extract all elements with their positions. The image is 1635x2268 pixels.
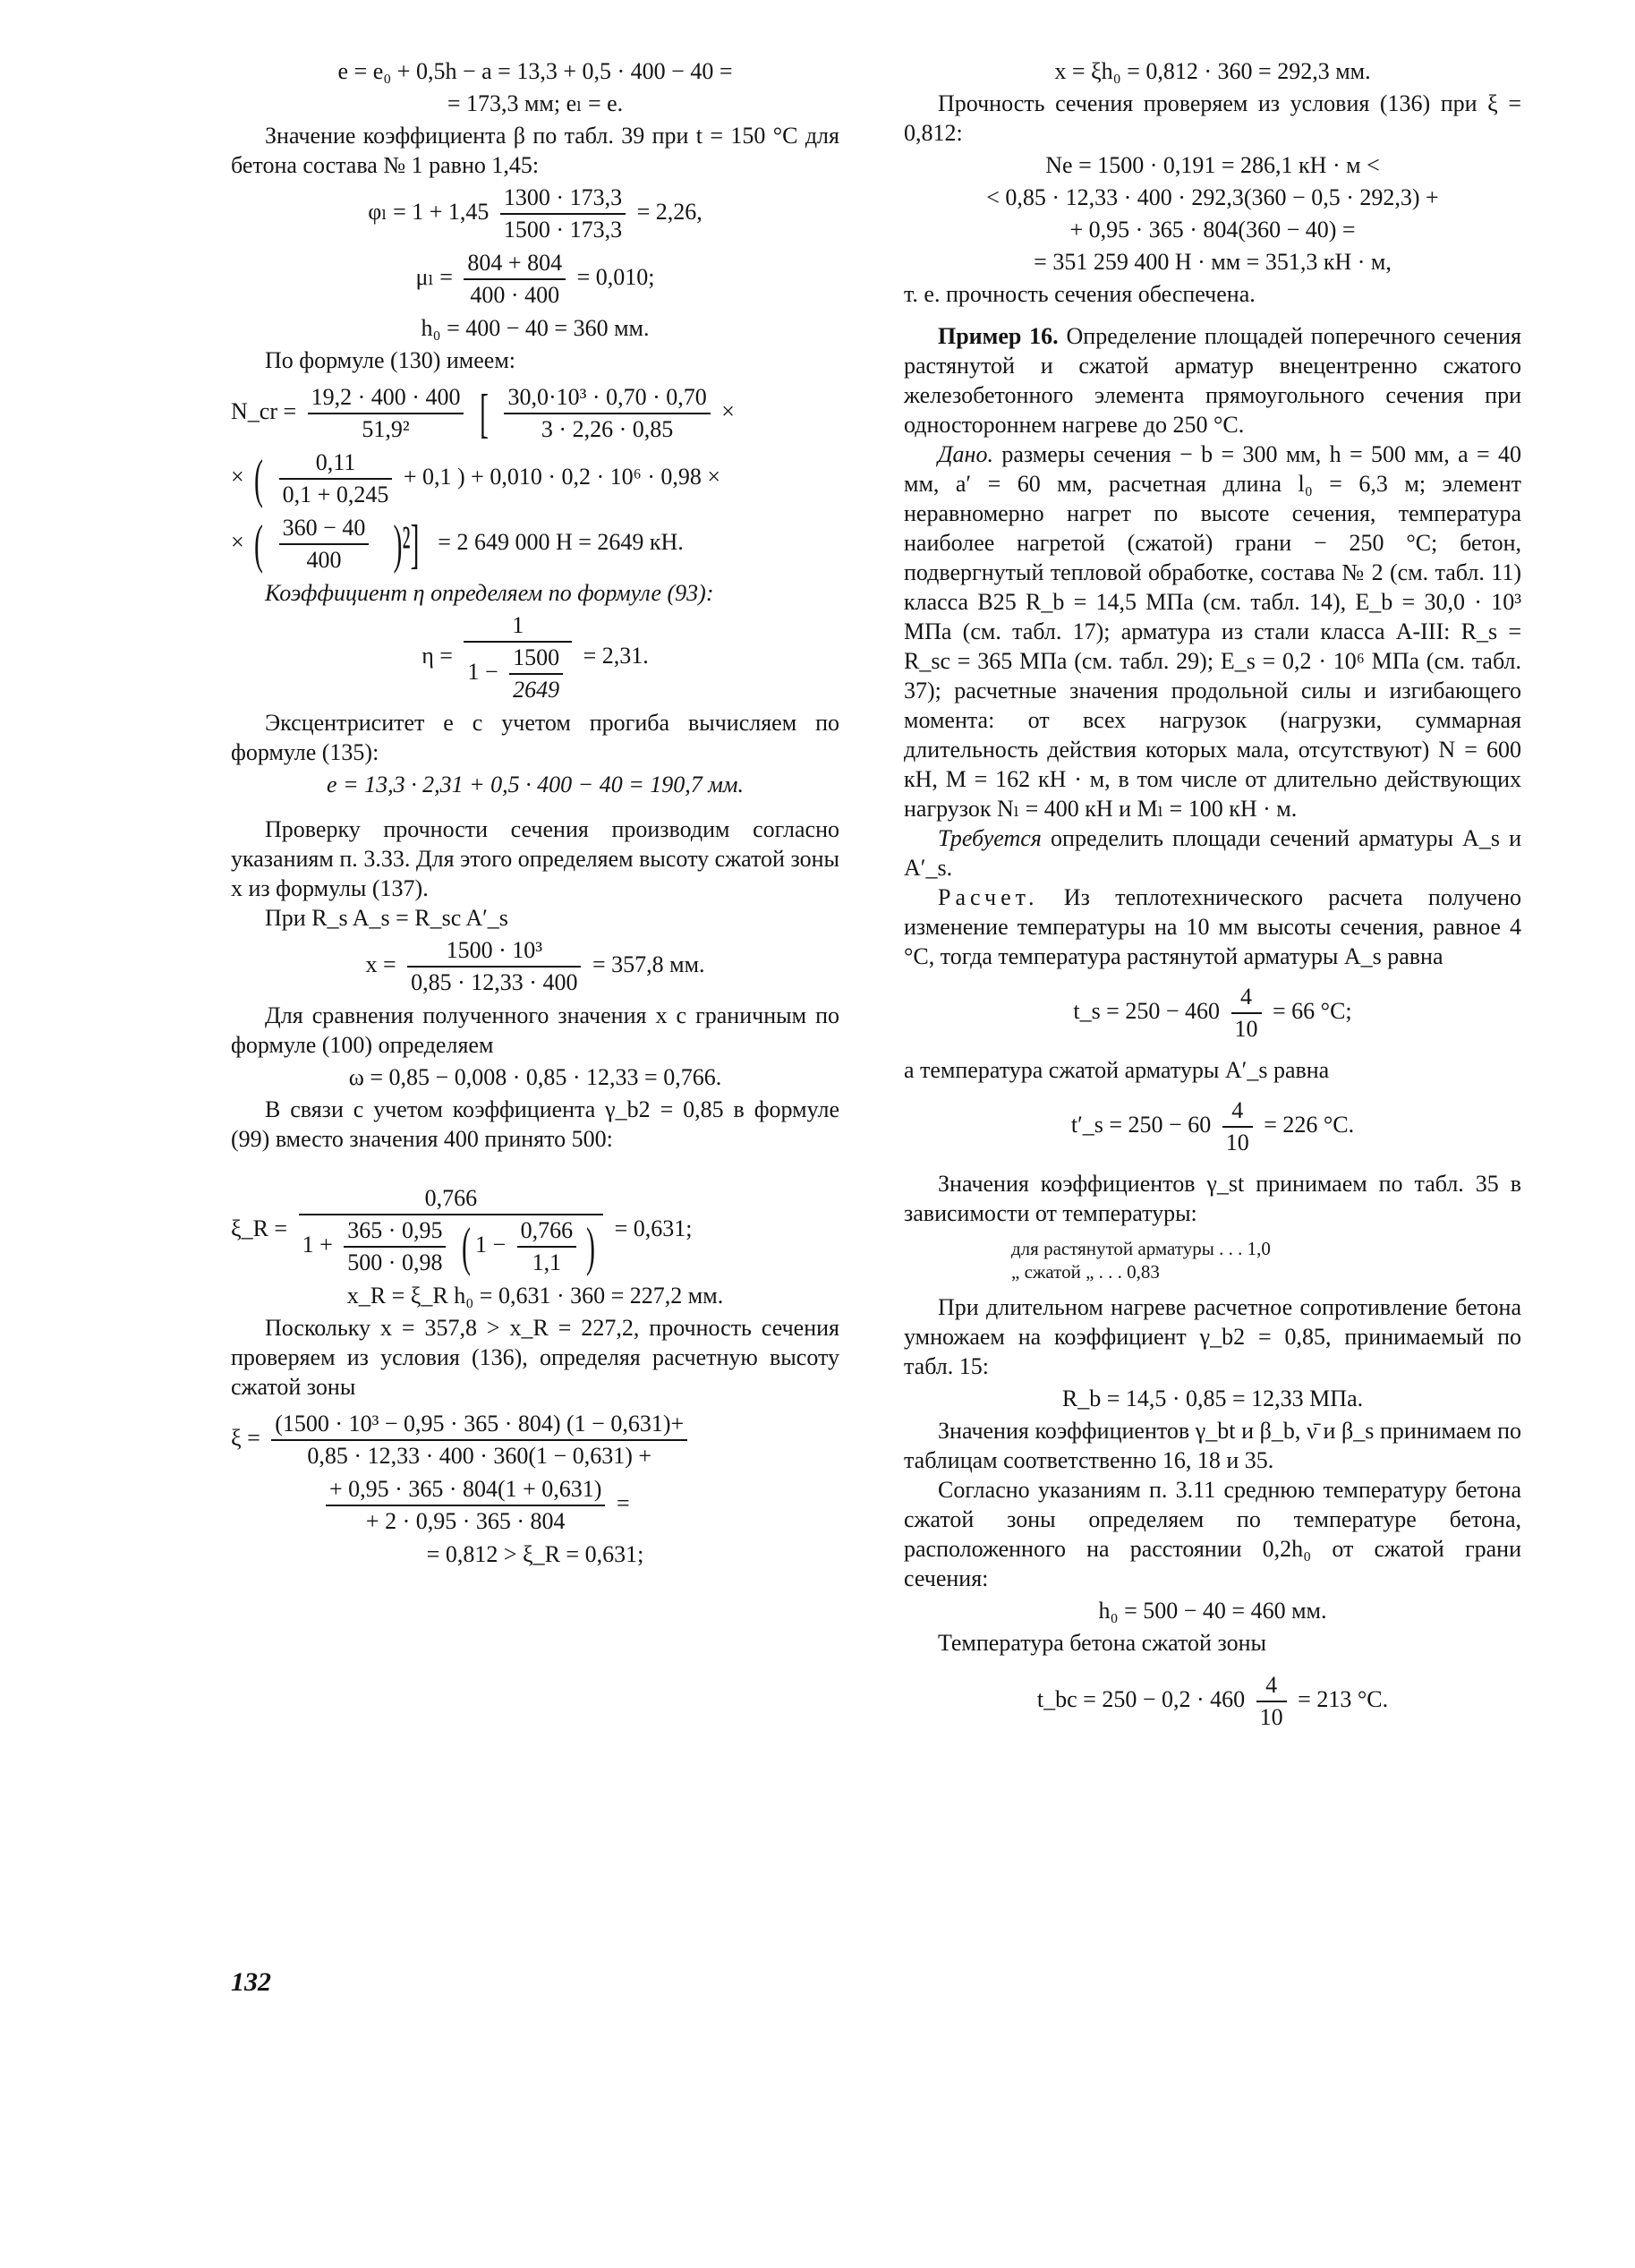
equation-h0-right: h₀ = 500 − 40 = 460 мм. <box>1098 1598 1327 1624</box>
xi-fraction <box>271 1409 687 1471</box>
paragraph-check: Проверку прочности сечения производим согласно указаниям п. 3.33. Для этого определяем высоту сжатой зоны x из формулы (137). <box>231 816 839 901</box>
paragraph-strength: Прочность сечения проверяем из условия (136) при ξ = 0,812: <box>904 90 1521 146</box>
ncr-f2-denominator: 3 · 2,26 · 0,85 <box>541 416 674 442</box>
mu-result: = 0,010; <box>576 263 655 290</box>
equation-xiR <box>231 1183 839 1278</box>
equation-ne-1: Ne = 1500 · 0,191 = 286,1 кН · м < <box>1045 152 1380 178</box>
xi-denominator-2: + 2 · 0,95 · 365 · 804 <box>365 1508 566 1534</box>
phi-fraction <box>500 183 626 245</box>
equation-e-line2: = 173,3 мм; eₗ = e. <box>447 90 624 116</box>
paragraph-formula-130: По формуле (130) имеем: <box>265 347 515 373</box>
example-16 <box>904 321 1521 439</box>
equation-h0: h₀ = 400 − 40 = 360 мм. <box>421 315 650 341</box>
x-numerator: 1500 · 10³ <box>407 935 581 968</box>
x-fraction <box>407 935 581 998</box>
x-lhs: x = <box>365 951 396 977</box>
paragraph-calculation <box>904 882 1521 971</box>
xiR-result: = 0,631; <box>614 1215 693 1241</box>
equation-rb: R_b = 14,5 · 0,85 = 12,33 МПа. <box>1061 1386 1364 1411</box>
paragraph-long-heating: При длительном нагреве расчетное сопротивление бетона умножаем на коэффициент γ_b2 = 0,85, принимаемый по табл. 15: <box>904 1294 1521 1379</box>
ncr-f4-numerator: 360 − 40 <box>279 513 370 545</box>
ncr-lhs: N_cr = <box>231 397 297 424</box>
calculation-label: Расчет. <box>938 884 1039 910</box>
x-result: = 357,8 мм. <box>592 951 705 977</box>
equation-ne-3: + 0,95 · 365 · 804(360 − 40) = <box>1069 217 1356 243</box>
tbc-lhs: t_bc = 250 − 0,2 · 460 <box>1036 1685 1246 1712</box>
equation-xi-line2 <box>231 1474 839 1537</box>
equation-ts <box>904 982 1521 1044</box>
equation-tbc <box>904 1670 1521 1733</box>
ncr-fraction-2 <box>504 382 710 445</box>
tbc-fraction: $\frac{4}{10}$ <box>1256 1670 1287 1733</box>
ncr-f3-numerator: 0,11 <box>279 448 393 480</box>
xiR-lhs: ξ_R = <box>231 1215 288 1241</box>
xi-numerator-1: (1500 · 10³ − 0,95 · 365 · 804) (1 − 0,631)+ <box>271 1409 687 1441</box>
paragraph-given <box>904 439 1521 823</box>
gamma-st-table <box>904 1237 1521 1283</box>
calculation-text: Из теплотехнического расчета получено изменение температуры на 10 мм высоты сечения, равное 4 °С, тогда температура растянутой арматуры A_s равна <box>904 884 1521 969</box>
xi-fraction-2 <box>326 1474 605 1537</box>
equation-ne-4: = 351 259 400 Н · мм = 351,3 кН · м, <box>1034 249 1392 275</box>
paragraph-gamma-st: Значения коэффициентов γ_st принимаем по табл. 35 в зависимости от температуры: <box>904 1171 1521 1226</box>
phi-result: = 2,26, <box>636 198 703 225</box>
xiR-denominator: 1 + $\frac{365 \cdot 0,95}{500 \cdot 0,98}$ ( 1 − $\frac{0,766}{1,1}$ ) <box>302 1217 596 1276</box>
ts-fraction: $\frac{4}{10}$ <box>1231 982 1262 1044</box>
equation-eta <box>231 610 839 705</box>
xiR-inner-fraction-2: $\frac{0,766}{1,1}$ <box>517 1215 577 1278</box>
paragraph-compare: Для сравнения полученного значения x с граничным по формуле (100) определяем <box>231 1002 839 1058</box>
ncr-result: = 2 649 000 Н = 2649 кН. <box>438 528 684 555</box>
ncr-fraction-3 <box>279 448 393 510</box>
equation-x-xi: x = ξh₀ = 0,812 · 360 = 292,3 мм. <box>1054 58 1371 84</box>
equation-omega: ω = 0,85 − 0,008 · 0,85 · 12,33 = 0,766. <box>348 1064 722 1090</box>
eta-inner-fraction: $\frac{1500}{2649}$ <box>509 643 563 705</box>
eta-fraction <box>464 610 572 705</box>
table-row: для растянутой арматуры . . . 1,0 <box>1011 1238 1271 1259</box>
phi-numerator: 1300 · 173,3 <box>500 183 626 215</box>
phi-denominator: 1500 · 173,3 <box>503 217 623 243</box>
example-16-text: Определение площадей поперечного сечения растянутой и сжатой арматур внецентренно сжатого железобетонного элемента прямоугольного сечения при одностороннем нагреве до 250 °С. <box>904 323 1522 438</box>
equation-mu <box>231 248 839 311</box>
equation-ne-2: < 0,85 · 12,33 · 400 · 292,3(360 − 0,5 · 292,3) + <box>986 184 1439 210</box>
ncr-middle: + 0,1 ) + 0,010 · 0,2 · 10⁶ · 0,98 × <box>403 463 721 490</box>
paragraph-when: При R_s A_s = R_sc A′_s <box>265 905 508 931</box>
equation-phi <box>231 183 839 245</box>
mu-denominator: 400 · 400 <box>470 282 560 308</box>
ncr-f1-denominator: 51,9² <box>362 416 410 442</box>
equation-ncr-line2: × ( $\frac{0,11}{0,1 + 0,245}$ + 0,1 ) + 0,010 · 0,2 · 10⁶ · 0,98 × <box>231 448 839 510</box>
xiR-numerator: 0,766 <box>299 1183 603 1215</box>
required-text: определить площади сечений арматуры A_s и A′_s. <box>904 825 1521 881</box>
equation-e-line1: e = e₀ + 0,5h − a = 13,3 + 0,5 · 400 − 40 = <box>337 58 733 84</box>
ts-lhs: t_s = 250 − 460 <box>1073 997 1221 1024</box>
left-column <box>231 54 839 1572</box>
paragraph-compressed-temp: а температура сжатой арматуры A′_s равна <box>904 1057 1330 1083</box>
equation-ncr-line1: N_cr = $\frac{19,2 \cdot 400 \cdot 400}{\text{51,9²}}$ [ $\frac{\text{30,0·10³ · 0,70 · 0,70}}{3 \cdot 2,26 \cdot 0,85}$ × <box>231 382 839 445</box>
ts-prime-result: = 226 °С. <box>1264 1111 1355 1138</box>
ts-prime-lhs: t′_s = 250 − 60 <box>1070 1111 1212 1138</box>
ncr-f2-numerator: 30,0·10³ · 0,70 · 0,70 <box>504 382 710 414</box>
xi-denominator-1: 0,85 · 12,33 · 400 · 360(1 − 0,631) + <box>307 1443 652 1469</box>
phi-lhs: φₗ = 1 + 1,45 <box>368 198 490 225</box>
xi-numerator-2: + 0,95 · 365 · 804(1 + 0,631) <box>326 1474 605 1506</box>
x-denominator: 0,85 · 12,33 · 400 <box>411 969 578 995</box>
ts-result: = 66 °С; <box>1273 997 1352 1024</box>
eta-lhs: η = <box>422 642 453 669</box>
paragraph-gamma: В связи с учетом коэффициента γ_b2 = 0,85 в формуле (99) вместо значения 400 принято 500: <box>231 1096 839 1152</box>
right-column <box>904 54 1521 1735</box>
paragraph-required <box>904 823 1521 882</box>
required-label: Требуется <box>938 825 1042 851</box>
equation-ncr-line3: × ( $\frac{360 - 40}{400}$ )²] = 2 649 000 Н = 2649 кН. <box>231 513 839 576</box>
ncr-fraction-4 <box>279 513 370 576</box>
paragraph-beta: Значение коэффициента β по табл. 39 при t = 150 °С для бетона состава № 1 равно 1,45: <box>231 123 839 178</box>
paragraph-coefficients: Значения коэффициентов γ_bt и β_b, ν̄ и β_s принимаем по таблицам соответственно 16, 18 и 35. <box>904 1418 1521 1473</box>
paragraph-tbc: Температура бетона сжатой зоны <box>938 1630 1266 1656</box>
equation-e-deflection: e = 13,3 · 2,31 + 0,5 · 400 − 40 = 190,7 мм. <box>327 772 744 797</box>
equation-x <box>231 935 839 998</box>
paragraph-since: Поскольку x = 357,8 > x_R = 227,2, прочность сечения проверяем из условия (136), определяя расчетную высоту сжатой зоны <box>231 1315 839 1400</box>
eta-denominator: 1 − $\frac{1500}{2649}$ <box>464 643 572 705</box>
equation-xi-result: = 0,812 > ξ_R = 0,631; <box>426 1541 644 1567</box>
eta-result: = 2,31. <box>583 642 649 669</box>
paragraph-eta: Коэффициент η определяем по формуле (93): <box>265 580 714 606</box>
ncr-f4-denominator: 400 <box>306 547 342 573</box>
paragraph-eccentricity: Эксцентриситет e с учетом прогиба вычисляем по формуле (135): <box>231 710 839 765</box>
given-label: Дано. <box>938 441 993 467</box>
table-row: „ сжатой „ . . . 0,83 <box>1011 1261 1160 1283</box>
ncr-times: × <box>721 397 735 424</box>
ncr-f1-numerator: 19,2 · 400 · 400 <box>308 382 464 414</box>
ncr-fraction-1 <box>308 382 464 445</box>
paragraph-average-temp: Согласно указаниям п. 3.11 среднюю температуру бетона сжатой зоны определяем по температуре бетона, расположенного на расстоянии 0,2h₀ от сжатой грани сечения: <box>904 1477 1521 1591</box>
xiR-inner-fraction-1: $\frac{365 \cdot 0,95}{500 \cdot 0,98}$ <box>344 1215 446 1278</box>
tbc-result: = 213 °С. <box>1298 1685 1389 1712</box>
ts-prime-fraction: $\frac{4}{10}$ <box>1222 1096 1253 1158</box>
xi-lhs: ξ = <box>231 1424 260 1451</box>
mu-lhs: μₗ = <box>415 263 453 290</box>
mu-fraction <box>464 248 566 311</box>
eta-numerator: 1 <box>464 610 572 643</box>
example-16-title: Пример 16. <box>938 323 1059 349</box>
paragraph-ok: т. е. прочность сечения обеспечена. <box>904 281 1256 307</box>
page-number: 132 <box>231 1967 271 1997</box>
equation-xi <box>231 1409 839 1471</box>
mu-numerator: 804 + 804 <box>464 248 566 280</box>
given-text: размеры сечения − b = 300 мм, h = 500 мм, a = 40 мм, a′ = 60 мм, расчетная длина l₀ = 6,3 м; элемент неравномерно нагрет по высоте сечения, температура наиболее нагретой (сжатой) грани − 250 °С; бетон, подвергнутый тепловой обработке, состава № 2 (см. табл. 11) класса B25 R_b = 14,5 МПа (см. табл. 14), E_b = 30,0 · 10³ МПа (см. табл. 17); арматура из стали класса A-III: R_s = R_sc = 365 МПа (см. табл. 29); E_s = 0,2 · 10⁶ МПа (см. табл. 37); расчетные значения продольной силы и изгибающего момента: от всех нагрузок (нагрузки, суммарная длительность действия которых мала, отсутствуют) N = 600 кН, M = 162 кН · м, в том числе от длительно действующих нагрузок Nₗ = 400 кН и Mₗ = 100 кН · м. <box>904 441 1522 822</box>
ncr-f3-denominator: 0,1 + 0,245 <box>282 482 389 507</box>
equation-ts-prime <box>904 1096 1521 1158</box>
equation-xR: x_R = ξ_R h₀ = 0,631 · 360 = 227,2 мм. <box>346 1283 724 1309</box>
xi-equals: = <box>616 1489 630 1516</box>
xiR-fraction <box>299 1183 603 1278</box>
